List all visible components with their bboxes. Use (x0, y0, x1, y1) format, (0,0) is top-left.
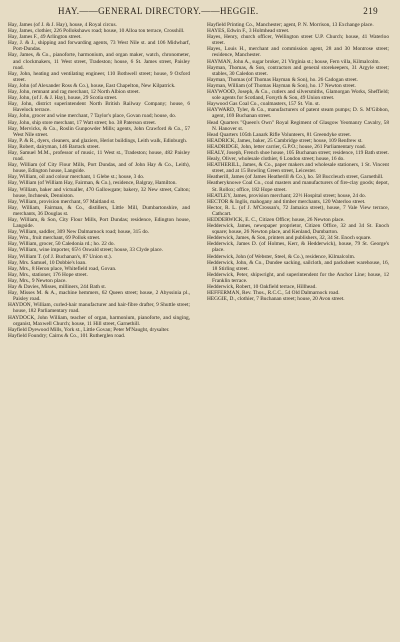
directory-entry: Heatheryknowe Coal Co., coal masters and manufacturers of fire-clay goods; depot, St. Rollox; office, 182 Hope street. (207, 180, 389, 193)
directory-entry: Hayes, Louis H., merchant and commission agent, 28 and 30 Montrose street; residence, Manchester. (207, 46, 389, 59)
directory-entry: Hayfield Printing Co., Manchester; agent, P. N. Morrison, 13 Exchange place. (207, 22, 374, 28)
directory-entry: HECTOR & Inglis, mahogany and timber merchants, 120 Waterloo street. (207, 198, 366, 205)
directory-entry: Hay, Mrs. Samuel, 10 Dobbie's loan. (8, 259, 87, 266)
directory-entry: Hay, Misses M. & A., machine hemmers, 62 Queen street; house, 2 Abyssinia pl., Paisley road. (8, 290, 190, 303)
directory-entry: Head Quarters "Queen's Own" Royal Regiment of Glasgow Yeomanry Cavalry, 58 N. Hanover st. (207, 119, 389, 132)
directory-entry: Hay, James, clothier, 226 Pollokshaws road; house, 10 Alloa ton terrace, Crosshill. (8, 28, 185, 35)
directory-entry: Hay, John, ship store merchant, 17 Watt street; ho. 38 Paterson street. (8, 119, 157, 126)
directory-entry: Hay, John, (of J. & J. Hay), house, 29 Scotia street. (8, 95, 118, 102)
directory-entry: HAYDOCK, John William, teacher of organ, harmonium, pianoforte, and singing, organist, Maxwell Church; house, 11 Hill street, Garnethill. (8, 314, 190, 327)
directory-entry: HAYMAN, John A., sugar broker, 21 Virginia st.; house, Fern villa, Kilmalcolm. (207, 58, 380, 65)
directory-entry: Hay, William, Fairman, & Co., distillers, Little Mill, Dumbartonshire, and merchants, 36 Douglas st. (8, 204, 190, 217)
directory-entry: Hay, William (of City Flour Mills, Port Dundas, and of John Hay & Co., Leith), house, Edington house, Langside. (8, 162, 190, 175)
directory-entry: Hay, Wm., fruit merchant, 69 Pollok street. (8, 235, 101, 242)
left-column (8, 22, 190, 339)
directory-entry: Haywood Gas Coal Co., coalmasters, 157 St. Vin. st. (207, 101, 320, 108)
directory-entry: Hay, J. & J., shipping and forwarding agents, 73 West Nile st. and 106 Midwharf, Port-Dundas. (8, 40, 190, 53)
directory-entry: HAYES, Edwin F., 3 Holmhead street. (207, 28, 290, 35)
running-title: HAY.——GENERAL DIRECTORY.——HEGGIE. (58, 6, 259, 16)
directory-entry: Hay, John, district superintendent North British Railway Company; house, 6 Havelock terrace. (8, 101, 190, 114)
directory-entry: Hayfield Foundry; Cairns & Co., 101 Rutherglen road. (8, 332, 126, 339)
directory-entry: Hedderwick, James, & Son, printers and publishers, 32, 34 St. Enoch square. (207, 235, 372, 242)
directory-entry: Hedderwick, James D. (of Holmes, Kerr, & Hedderwick), house, 79 St. George's place. (207, 241, 389, 254)
directory-entry: Hedderwick, John (of Webster, Steel, & Co.), residence, Kilmalcolm. (207, 253, 356, 260)
directory-entry: HEATHERILL, James, & Co., paper makers and wholesale stationers, 1 St. Vincent street, and at 15 Bowling Green street, Leicester. (207, 162, 389, 175)
directory-entry: Heatherill, James (of James Heatherill & Co.), ho. 58 Buccleuch street, Garnethill. (207, 174, 384, 181)
directory-entry: Hay & Davies, Misses, milliners, 244 Bath st. (8, 284, 107, 291)
directory-entry: Hay, James (of J. & J. Hay), house, 4 Royal circus. (8, 22, 117, 28)
directory-entry: Hayman, Thomas (of Thomas Hayman & Son), ho. 26 Cadogan street. (207, 76, 358, 83)
directory-entry: Head Quarters 105th Lanark Rifle Volunteers, 81 Greendyke street. (207, 131, 352, 138)
directory-entry: Hay, Mrs., 8 Heron place, Whitefield road, Govan. (8, 265, 117, 272)
directory-entry: HEGGIE, D., clothier, 7 Buchanan street; house, 20 Avon street. (207, 296, 345, 303)
page-header (0, 0, 400, 20)
directory-entry: Hay, William, saddler, 309 New Dalmarnock road; house, 315 do. (8, 229, 149, 236)
directory-entry: Hay, William (of William Hay, Fairman, & Co.), residence, Balgray, Hamilton. (8, 180, 177, 187)
directory-entry: Hayman, William (of Thomas Hayman & Son), ho. 17 Newton street. (207, 82, 356, 89)
directory-entry: Hayes, Henry, church officer, Wellington street U.P. Church; house, 41 Waterloo street. (207, 34, 389, 47)
directory-entry: Hay, Robert, dairyman, 146 Barrack street. (8, 143, 100, 150)
directory-entry: Hector, R. L. (of J. M'Crossan's, 72 Jamaica street), house, 7 Vale View terrace, Cathcart. (207, 204, 389, 217)
directory-entry: Hay, John, heating and ventilating engineer, 110 Bothwell street; house, 9 Oxford street. (8, 70, 190, 83)
directory-entry: HEADRICK, James, baker, 25 Cambridge street; house, 109 Renfrew st. (207, 137, 363, 144)
directory-entry: Hay, William, oil and colour merchant, 1 Glebe st.; house, 3 do. (8, 174, 145, 181)
directory-entry: HEATLEY, James, provision merchant; 22½ Hospital street; house, 24 do. (207, 192, 367, 199)
directory-entry: HAYDON, William, curled-hair manufacturer and hair-fibre drafter, 9 Shuttle street; house, 182 Parliamentary road. (8, 302, 190, 315)
page-number: 219 (363, 6, 378, 16)
directory-entry: Hayman, Thomas, & Son, contractors and general storekeepers, 31 Argyle street; stables, 30 Caledon street. (207, 64, 389, 77)
directory-entry: Hedderwick, James, newspaper proprietor, Citizen Office, 32 and 34 St. Enoch square; house, 26 Newton place, and Kenland, Dumbarton. (207, 223, 389, 236)
directory-entry: Hay, P. & R., dyers, cleaners, and glaziers, Heriot buildings, Leith walk, Edinburgh. (8, 137, 188, 144)
directory-entry: Hay, Samuel M.M., professor of music, 11 West st., Tradeston; house, 482 Paisley road. (8, 149, 190, 163)
directory-entry: HAYWARD, Tyler, & Co., manufacturers of patent steam pumps; D. S. M'Gibbon, agent, 169 Buchanan street. (207, 107, 389, 120)
directory-entry: Hay, William, grocer, 50 Caledonia rd.; ho. 22 do. (8, 241, 115, 248)
directory-entry: Hayfield Dyewood Mills, York st., Little Govan; Peter M'Naught, drysalter. (8, 326, 170, 333)
directory-entry: Healy, Oliver, wholesale clothier, 6 London street; house, 16 do. (207, 156, 345, 163)
directory-entry: Hay, William, baker and victualler, 470 Gallowgate; bakery, 32 New street, Calton; house, Inchneuk, Denniston. (8, 186, 190, 199)
directory-entry: HEALY, Joseph, French shoe house, 105 Buchanan street; residence, 119 Bath street. (207, 149, 389, 156)
directory-entry: Hedderwick, Peter, shipwright, and superintendent for the Anchor Line; house, 12 Franklin terrace. (207, 271, 389, 284)
directory-entry: Hay, William, provision merchant, 97 Maitland st. (8, 198, 116, 205)
directory-entry: Hay, John (of Alexander Ross & Co.), house, East Chapelton, New Kilpatrick. (8, 82, 176, 89)
directory-entry: Hay, John, grocer and wine merchant, 7 Taylor's place, Govan road; house, do. (8, 113, 177, 120)
directory-entry: Hedderwick, John, & Co., Dundee sacking, sailcloth, and packsheet warehouse, 16, 18 Stirling street. (207, 259, 389, 272)
directory-entry: HEDDERWICK, E. C., Citizen Office; house, 26 Newton place. (207, 217, 345, 223)
directory-entry: Hay, Mervicks, & Co., Roslin Gunpowder Mills; agents, John Crawford & Co., 57 West Nile street. (8, 125, 190, 138)
directory-entry: Hay, William, & Son, City Flour Mills, Port Dundas; residence, Edington house, Langside. (8, 217, 190, 230)
directory-entry: HEADRIDGE, John, letter carrier, G.P.O.; house, 261 Parliamentary road. (207, 143, 366, 150)
directory-entry: HEFFERMAN, Rev. Thos., R.C.C., 54 Old Dalmarnock road. (207, 290, 340, 297)
directory-entry: Hay, James, & Co., pianoforte, harmonium, and organ maker, watch, chronometer, and clockmakers, 11 West street, Tradeston; house, 6 St. James street, Paisley road. (8, 52, 190, 71)
right-column (207, 22, 389, 302)
directory-entry: Hedderwick, Robert, 10 Oakfield terrace, Hillhead. (207, 284, 317, 291)
directory-entry: Hay, Mrs., 9 Newton place. (8, 277, 67, 284)
directory-entry: Hay, James F., 49 Arlington street. (8, 34, 82, 41)
directory-entry: Hay, Mrs., stationer, 176 Hope street. (8, 271, 88, 278)
directory-entry: HAYWOOD, Joseph, & Co., cutlers and silversmiths, Glamorgan Works, Sheffield; sole agents for Scotland, Forsyth & Son, 49 Union street. (207, 89, 389, 102)
directory-entry: Hay, William T. (of J. Buchanan's, 87 Union st.). (8, 253, 112, 260)
directory-entry: Hay, William, wine importer, 65½ Oswald street; house, 33 Clyde place. (8, 247, 163, 254)
directory-entry: Hay, John, remnant and rag merchant, 12 North Albion street. (8, 89, 140, 96)
